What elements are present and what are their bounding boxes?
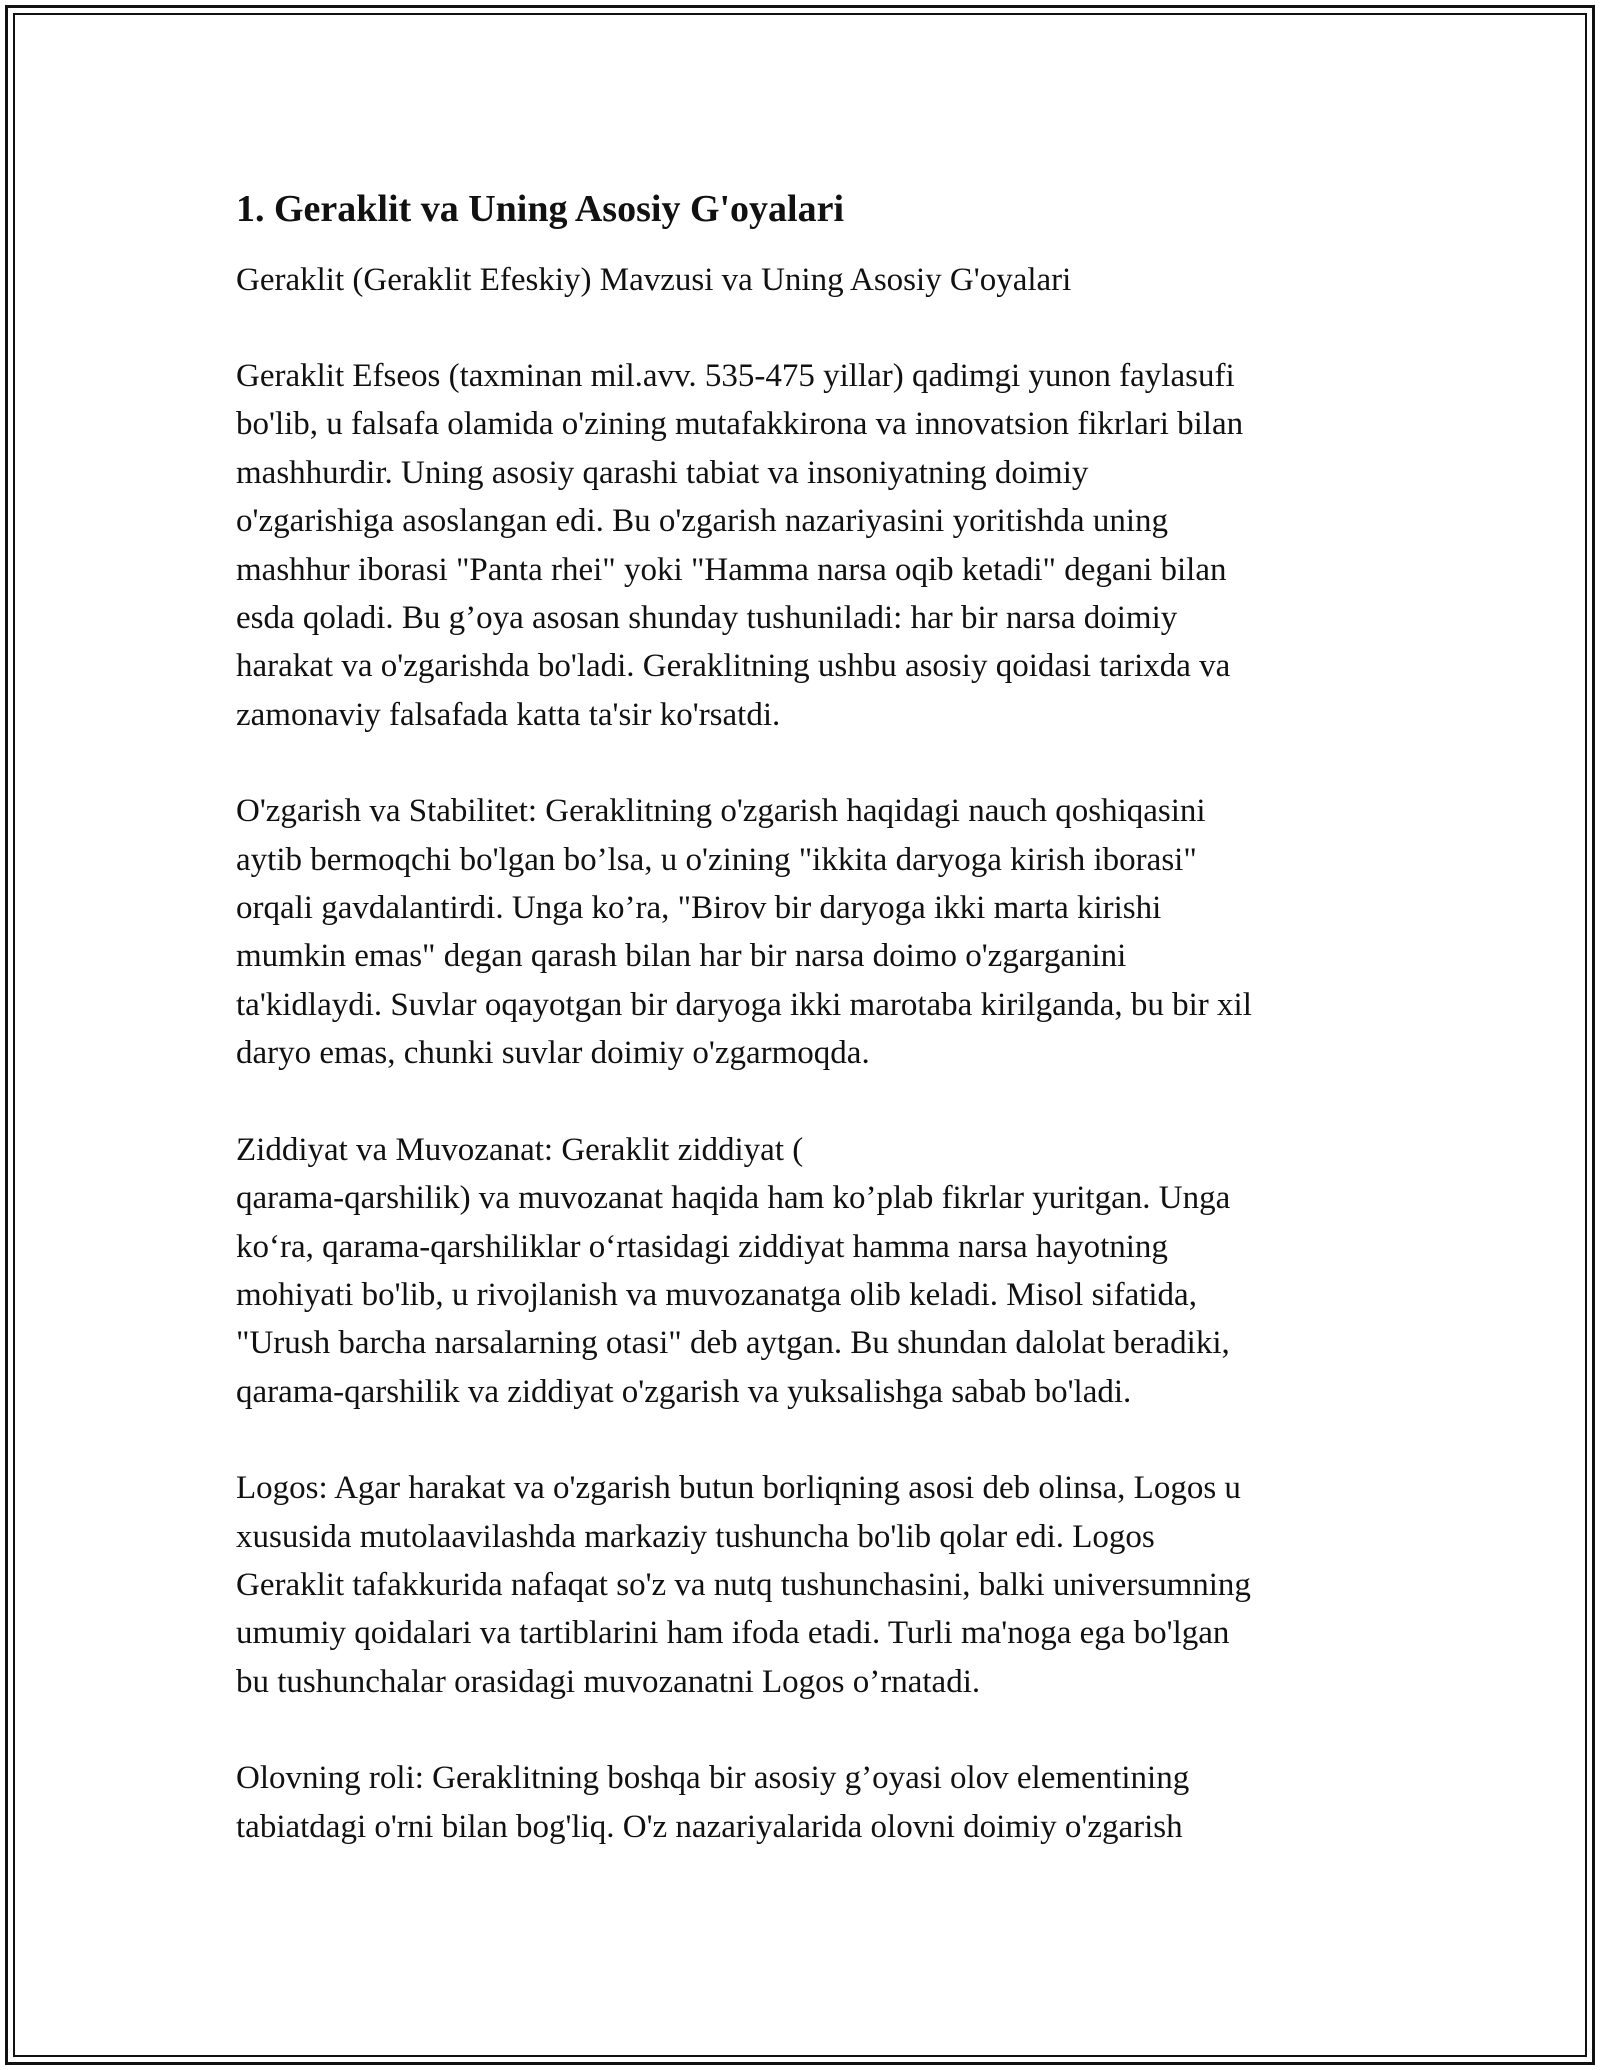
text-line: zamonaviy falsafada katta ta'sir ko'rsatdi. <box>236 696 781 733</box>
text-line: Geraklit Efseos (taxminan mil.avv. 535-475 yillar) qadimgi yunon faylasufi <box>236 358 1235 394</box>
text-line: Olovning roli: Geraklitning boshqa bir asosiy g’oyasi olov elementining <box>236 1760 1190 1797</box>
text-line: Logos: Agar harakat va o'zgarish butun borliqning asosi deb olinsa, Logos u <box>236 1470 1241 1507</box>
text-line: esda qoladi. Bu g’oya asosan shunday tushuniladi: har bir narsa doimiy <box>236 600 1178 637</box>
text-line: daryo emas, chunki suvlar doimiy o'zgarmoqda. <box>236 1035 870 1072</box>
text-line: qarama-qarshilik va ziddiyat o'zgarish va yuksalishga sabab bo'ladi. <box>236 1373 1132 1410</box>
text-line: mashhur iborasi "Panta rhei" yoki "Hamma narsa oqib ketadi" degani bilan <box>236 551 1227 588</box>
paragraph-logos <box>236 1464 1376 1706</box>
paragraph-fire-role <box>236 1754 1376 1851</box>
text-line: mohiyati bo'lib, u rivojlanish va muvozanatga olib keladi. Misol sifatida, <box>236 1276 1197 1313</box>
document-body <box>236 186 1376 1851</box>
text-line: harakat va o'zgarishda bo'ladi. Geraklitning ushbu asosiy qoidasi tarixda va <box>236 648 1231 685</box>
text-line: xususida mutolaavilashda markaziy tushuncha bo'lib qolar edi. Logos <box>236 1518 1155 1555</box>
text-line: mashhurdir. Uning asosiy qarashi tabiat va insoniyatning doimiy <box>236 454 1089 491</box>
text-line: ta'kidlaydi. Suvlar oqayotgan bir daryoga ikki marotaba kirilganda, bu bir xil <box>236 986 1252 1023</box>
text-line: orqali gavdalantirdi. Unga ko’ra, "Birov bir daryoga ikki marta kirishi <box>236 890 1162 927</box>
text-line: mumkin emas" degan qarash bilan har bir narsa doimo o'zgarganini <box>236 938 1127 975</box>
text-line: bu tushunchalar orasidagi muvozanatni Logos o’rnatadi. <box>236 1663 981 1700</box>
paragraph-change-stability <box>236 787 1376 1077</box>
document-subtitle: Geraklit (Geraklit Efeskiy) Mavzusi va Uning Asosiy G'oyalari <box>236 262 1072 298</box>
document-title: 1. Geraklit va Uning Asosiy G'oyalari <box>236 188 845 230</box>
text-line: umumiy qoidalari va tartiblarini ham ifoda etadi. Turli ma'noga ega bo'lgan <box>236 1615 1230 1652</box>
text-line: Ziddiyat va Muvozanat: Geraklit ziddiyat ( <box>236 1131 804 1168</box>
text-line: "Urush barcha narsalarning otasi" deb aytgan. Bu shundan dalolat beradiki, <box>236 1325 1230 1362</box>
paragraph-conflict-balance <box>236 1126 1376 1416</box>
text-line: o'zgarishiga asoslangan edi. Bu o'zgarish nazariyasini yoritishda uning <box>236 503 1168 540</box>
text-line: Geraklit tafakkurida nafaqat so'z va nutq tushunchasini, balki universumning <box>236 1566 1251 1603</box>
text-line: qarama-qarshilik) va muvozanat haqida ham ko’plab fikrlar yuritgan. Unga <box>236 1180 1231 1217</box>
text-line: aytib bermoqchi bo'lgan bo’lsa, u o'zining "ikkita daryoga kirish iborasi" <box>236 841 1197 878</box>
text-line: bo'lib, u falsafa olamida o'zining mutafakkirona va innovatsion fikrlari bilan <box>236 406 1244 443</box>
paragraph-intro <box>236 352 1376 739</box>
text-line: O'zgarish va Stabilitet: Geraklitning o'zgarish haqidagi nauch qoshiqasini <box>236 793 1206 830</box>
text-line: tabiatdagi o'rni bilan bog'liq. O'z nazariyalarida olovni doimiy o'zgarish <box>236 1808 1183 1845</box>
text-line: ko‘ra, qarama-qarshiliklar o‘rtasidagi ziddiyat hamma narsa hayotning <box>236 1228 1168 1265</box>
